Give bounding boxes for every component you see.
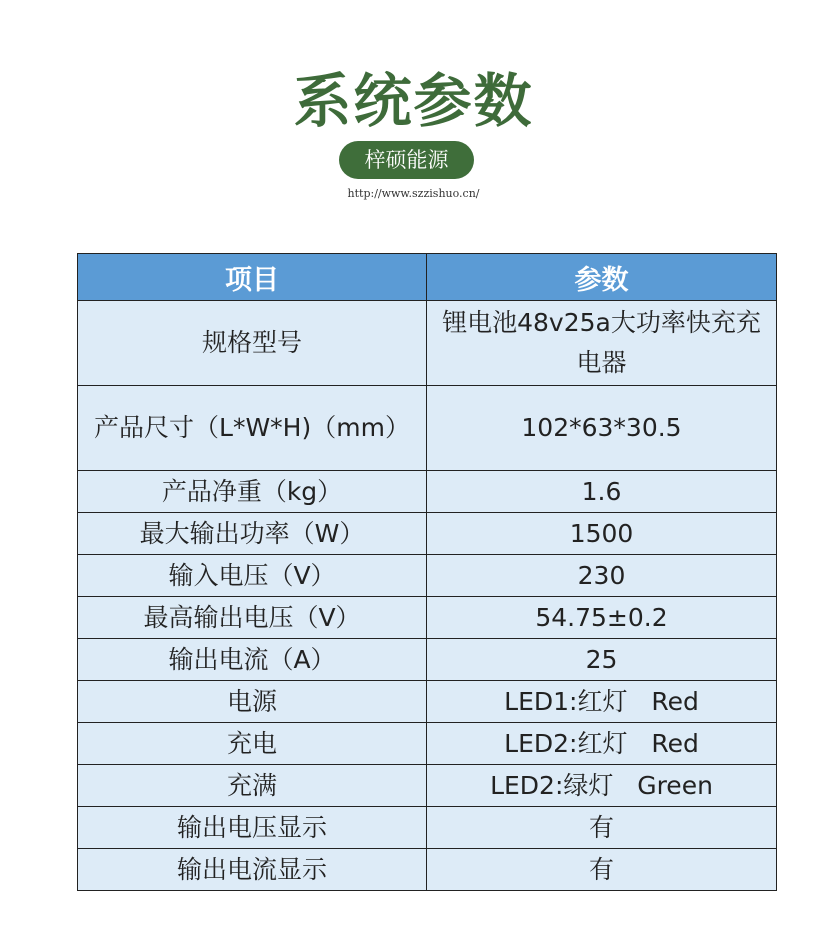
brand-badge: 梓硕能源: [339, 141, 474, 179]
table-header-row: [78, 254, 777, 301]
row-value-cell: 25: [427, 639, 777, 681]
page-title: 系统参数: [293, 67, 534, 135]
row-value-cell: 1.6: [427, 471, 777, 513]
spec-table: [77, 253, 777, 891]
site-url: http://www.szzishuo.cn/: [347, 187, 480, 200]
table-row: [78, 723, 777, 765]
row-item-cell: 输出电压显示: [78, 807, 427, 849]
row-item-cell: 最高输出电压（V）: [78, 597, 427, 639]
row-value-cell: 230: [427, 555, 777, 597]
table-row: [78, 849, 777, 891]
table-row: [78, 681, 777, 723]
row-item-cell: 最大输出功率（W）: [78, 513, 427, 555]
row-item-cell: 输入电压（V）: [78, 555, 427, 597]
column-header-value: 参数: [427, 254, 777, 301]
row-value-cell: 54.75±0.2: [427, 597, 777, 639]
table-row: [78, 386, 777, 471]
row-item-cell: 输出电流显示: [78, 849, 427, 891]
row-item-cell: 充满: [78, 765, 427, 807]
table-row: [78, 807, 777, 849]
table-row: [78, 639, 777, 681]
row-value-cell: 1500: [427, 513, 777, 555]
table-row: [78, 513, 777, 555]
row-value-cell: 有: [427, 849, 777, 891]
row-item-cell: 产品净重（kg）: [78, 471, 427, 513]
row-value-cell: 锂电池48v25a大功率快充充电器: [427, 301, 777, 386]
row-value-cell: LED2:红灯 Red: [427, 723, 777, 765]
row-value-cell: 102*63*30.5: [427, 386, 777, 471]
row-value-cell: LED1:红灯 Red: [427, 681, 777, 723]
row-item-cell: 输出电流（A）: [78, 639, 427, 681]
table-row: [78, 765, 777, 807]
table-row: [78, 597, 777, 639]
table-row: [78, 555, 777, 597]
row-item-cell: 产品尺寸（L*W*H)（mm）: [78, 386, 427, 471]
table-row: [78, 471, 777, 513]
row-item-cell: 充电: [78, 723, 427, 765]
row-value-cell: LED2:绿灯 Green: [427, 765, 777, 807]
table-row: [78, 301, 777, 386]
column-header-item: 项目: [78, 254, 427, 301]
row-item-cell: 电源: [78, 681, 427, 723]
row-value-cell: 有: [427, 807, 777, 849]
row-item-cell: 规格型号: [78, 301, 427, 386]
